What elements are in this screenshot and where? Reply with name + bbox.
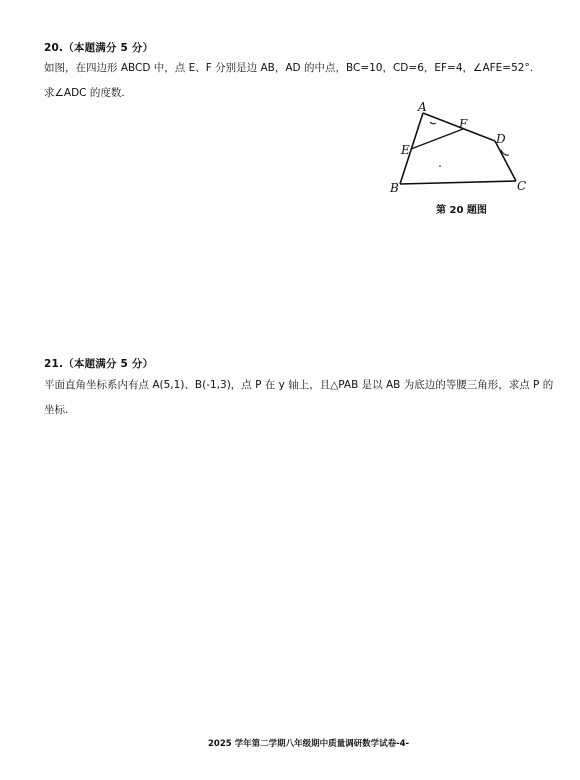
tick-mark (430, 122, 436, 124)
label-b: B (390, 181, 399, 195)
question-20-header: 20.（本题满分 5 分） (44, 42, 154, 54)
question-20-text-line-2: 求∠ADC 的度数. (44, 87, 125, 99)
question-20-text-line-1: 如图，在四边形 ABCD 中，点 E、F 分别是边 AB，AD 的中点，BC=10，CD=6，EF=4，∠AFE=52°. (44, 62, 534, 74)
side-bc (400, 181, 516, 184)
label-a: A (418, 100, 427, 114)
label-f: F (459, 117, 468, 131)
label-e: E (401, 143, 410, 157)
segment-ef (411, 129, 463, 149)
stray-dot (439, 165, 441, 167)
label-d: D (496, 132, 506, 146)
side-dc (495, 141, 516, 181)
question-21-text-line-2: 坐标. (44, 404, 69, 416)
label-c: C (517, 179, 527, 193)
question-21-text-line-1: 平面直角坐标系内有点 A(5,1)、B(-1,3)，点 P 在 y 轴上，且△PAB 是以 AB 为底边的等腰三角形，求点 P 的 (44, 379, 554, 391)
question-21-header: 21.（本题满分 5 分） (44, 358, 154, 370)
figure-20-caption: 第 20 题图 (436, 205, 487, 216)
page-footer: 2025 学年第二学期八年级期中质量调研数学试卷-4- (208, 739, 410, 749)
